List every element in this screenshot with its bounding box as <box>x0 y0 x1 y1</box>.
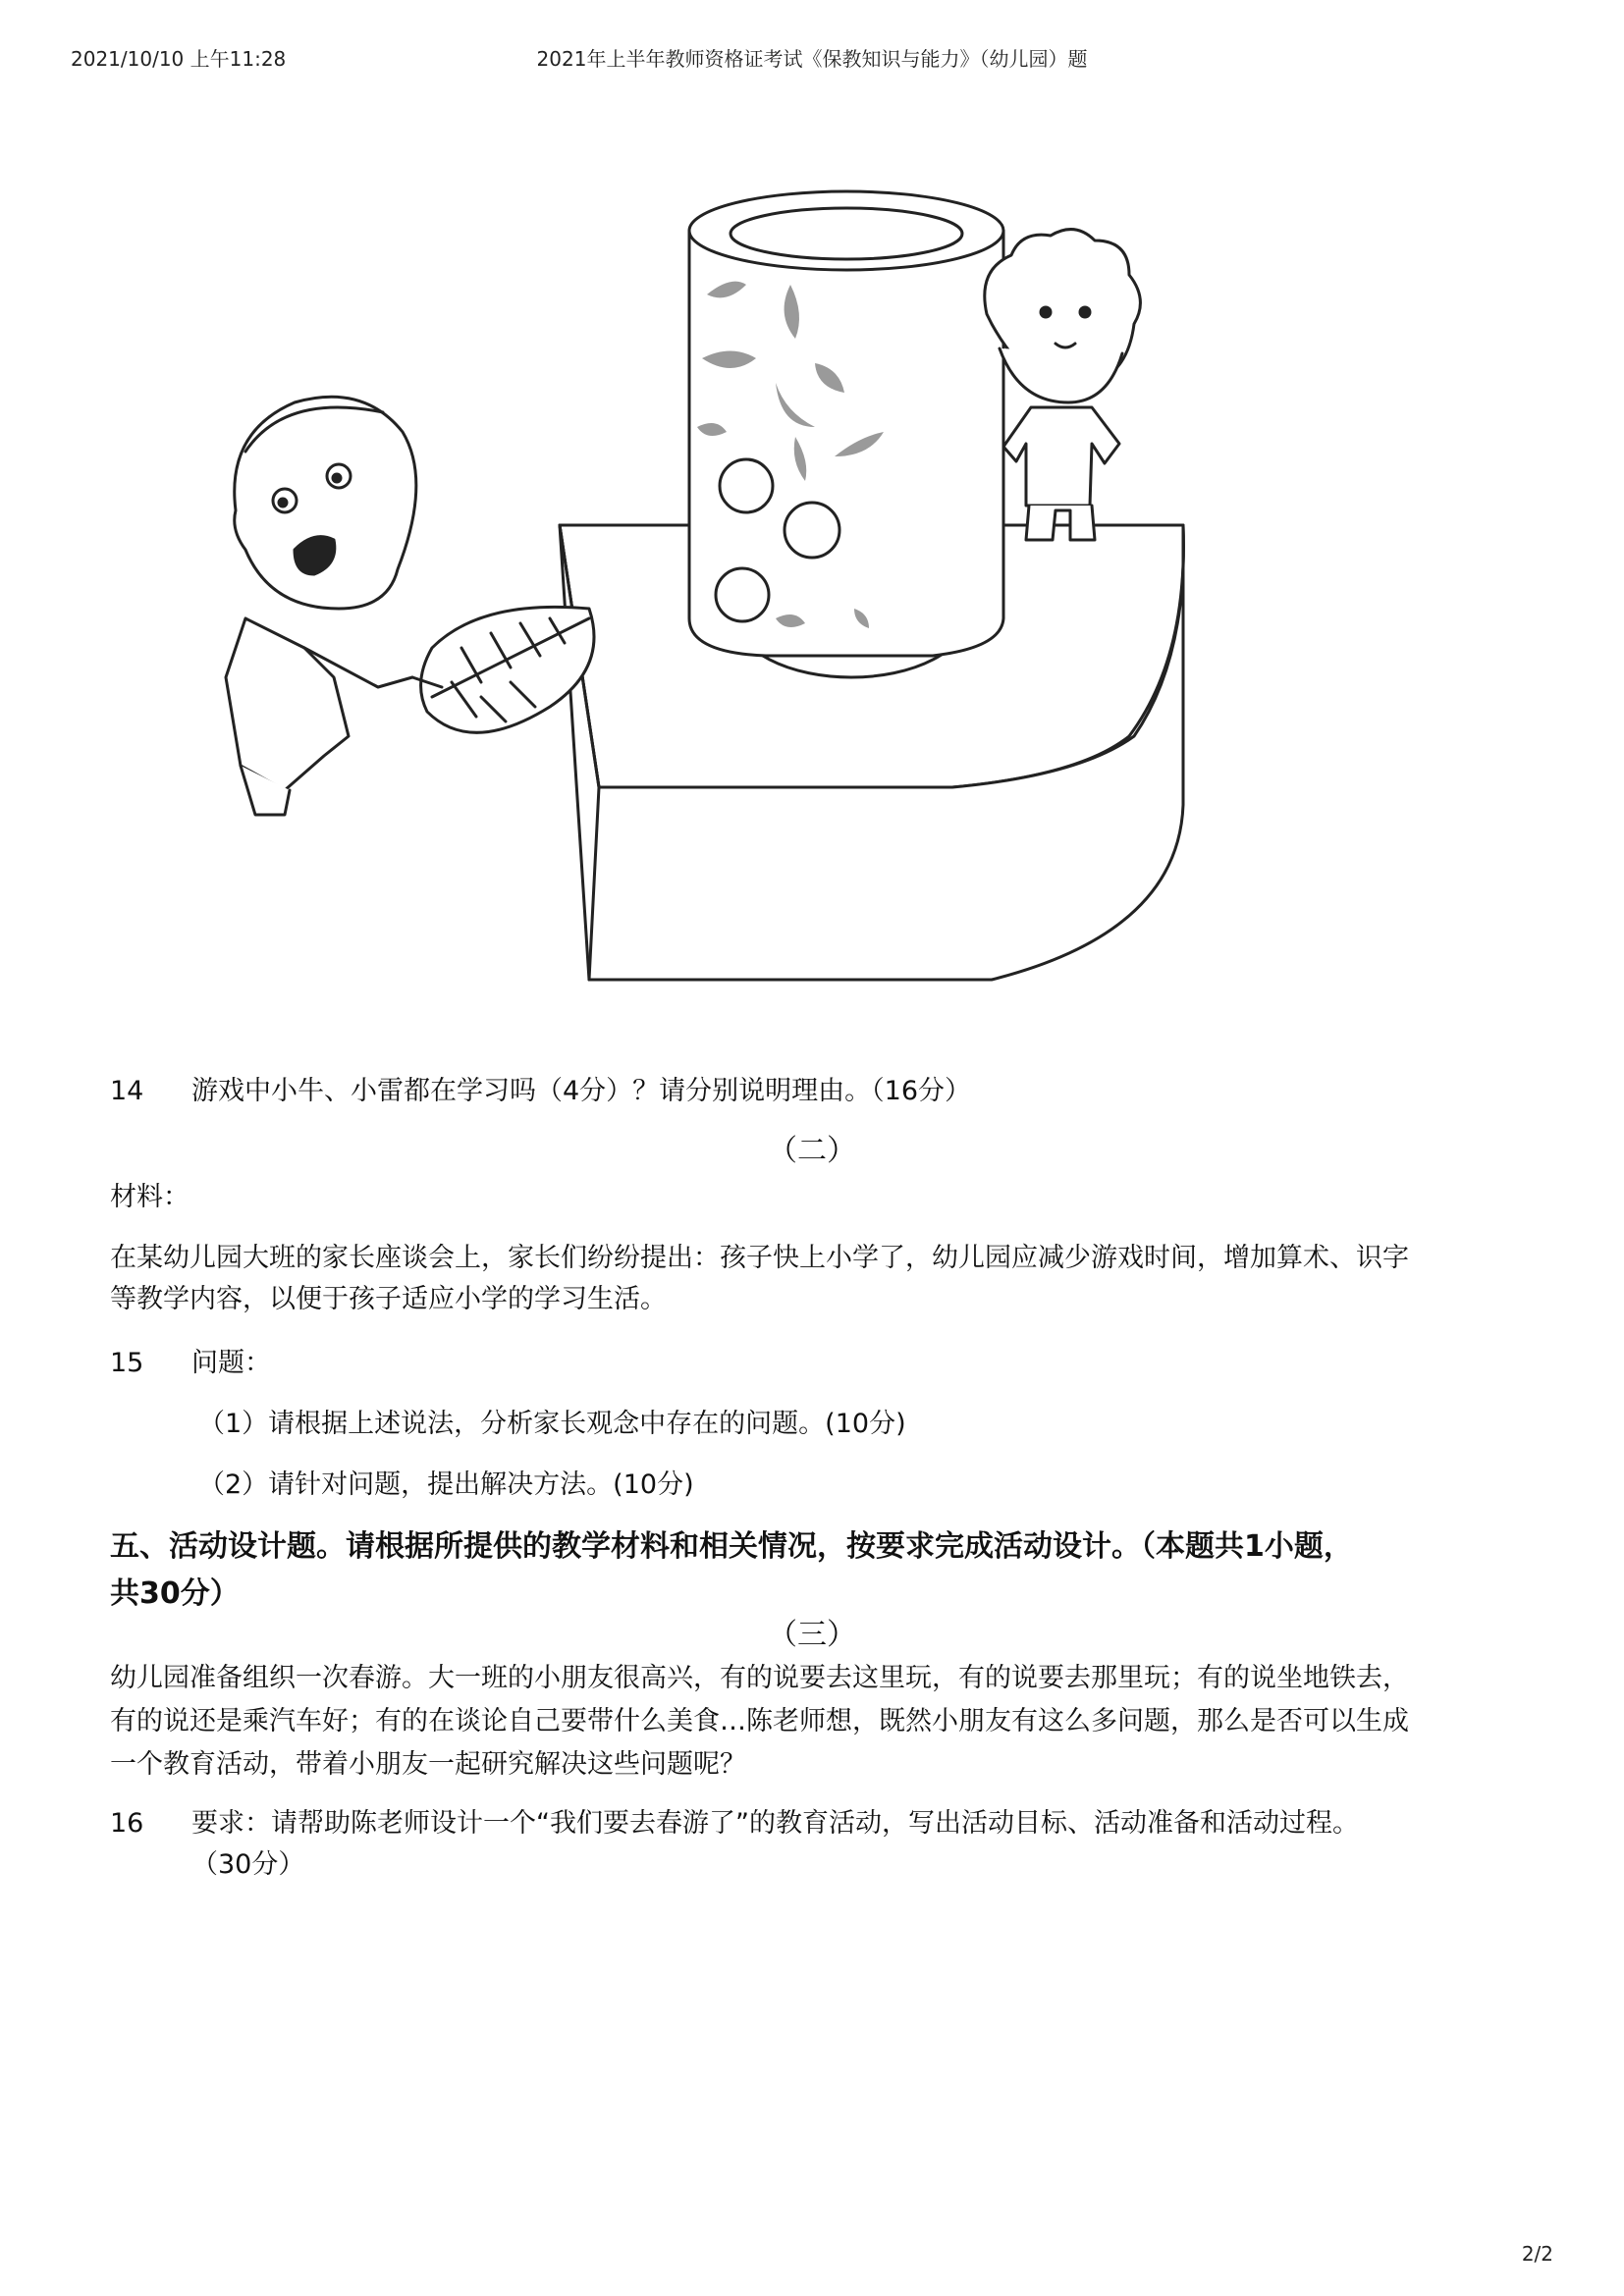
question-number: 16 <box>110 1808 144 1839</box>
scenario-paragraph-line: 幼儿园准备组织一次春游。大一班的小朋友很高兴，有的说要去这里玩，有的说要去那里玩；有的说坐地铁去， <box>110 1663 1409 1693</box>
question-14-text: 游戏中小牛、小雷都在学习吗（4分）？请分别说明理由。（16分） <box>191 1076 972 1106</box>
question-16-text: （30分） <box>191 1849 305 1880</box>
leaf-fan <box>421 607 594 732</box>
standing-child <box>985 230 1141 540</box>
question-15-item-1: （1）请根据上述说法，分析家长观念中存在的问题。(10分) <box>198 1409 906 1439</box>
print-datetime: 2021/10/10 上午11:28 <box>71 47 287 71</box>
question-number: 14 <box>110 1076 144 1106</box>
question-15-item-2: （2）请针对问题，提出解决方法。(10分) <box>198 1469 694 1500</box>
question-15-label: 问题： <box>191 1348 271 1378</box>
material-paragraph-line: 在某幼儿园大班的家长座谈会上，家长们纷纷提出：孩子快上小学了，幼儿园应减少游戏时间，增加算术、识字 <box>110 1243 1409 1273</box>
material-paragraph-line: 等教学内容，以便于孩子适应小学的学习生活。 <box>110 1284 667 1314</box>
ball <box>716 568 769 621</box>
document-title: 2021年上半年教师资格证考试《保教知识与能力》（幼儿园）题 <box>536 47 1088 71</box>
scenario-paragraph-line: 一个教育活动，带着小朋友一起研究解决这些问题呢？ <box>110 1749 746 1780</box>
section-heading-3: （三） <box>768 1618 856 1652</box>
question-16-text: 要求：请帮助陈老师设计一个“我们要去春游了”的教育活动，写出活动目标、活动准备和活动过程。 <box>191 1808 1359 1839</box>
part-5-heading: 五、活动设计题。请根据所提供的教学材料和相关情况，按要求完成活动设计。（本题共1小题， <box>110 1529 1353 1564</box>
ball <box>785 503 839 558</box>
game-illustration <box>147 187 1208 1001</box>
section-heading-2: （二） <box>768 1134 856 1168</box>
part-5-heading: 共30分） <box>110 1576 240 1611</box>
page-number: 2/2 <box>1521 2242 1553 2266</box>
question-number: 15 <box>110 1348 144 1378</box>
scenario-paragraph-line: 有的说还是乘汽车好；有的在谈论自己要带什么美食…陈老师想，既然小朋友有这么多问题，那么是否可以生成 <box>110 1706 1409 1736</box>
crouching-child <box>226 397 594 815</box>
ball <box>720 459 773 512</box>
material-label: 材料： <box>110 1182 189 1212</box>
